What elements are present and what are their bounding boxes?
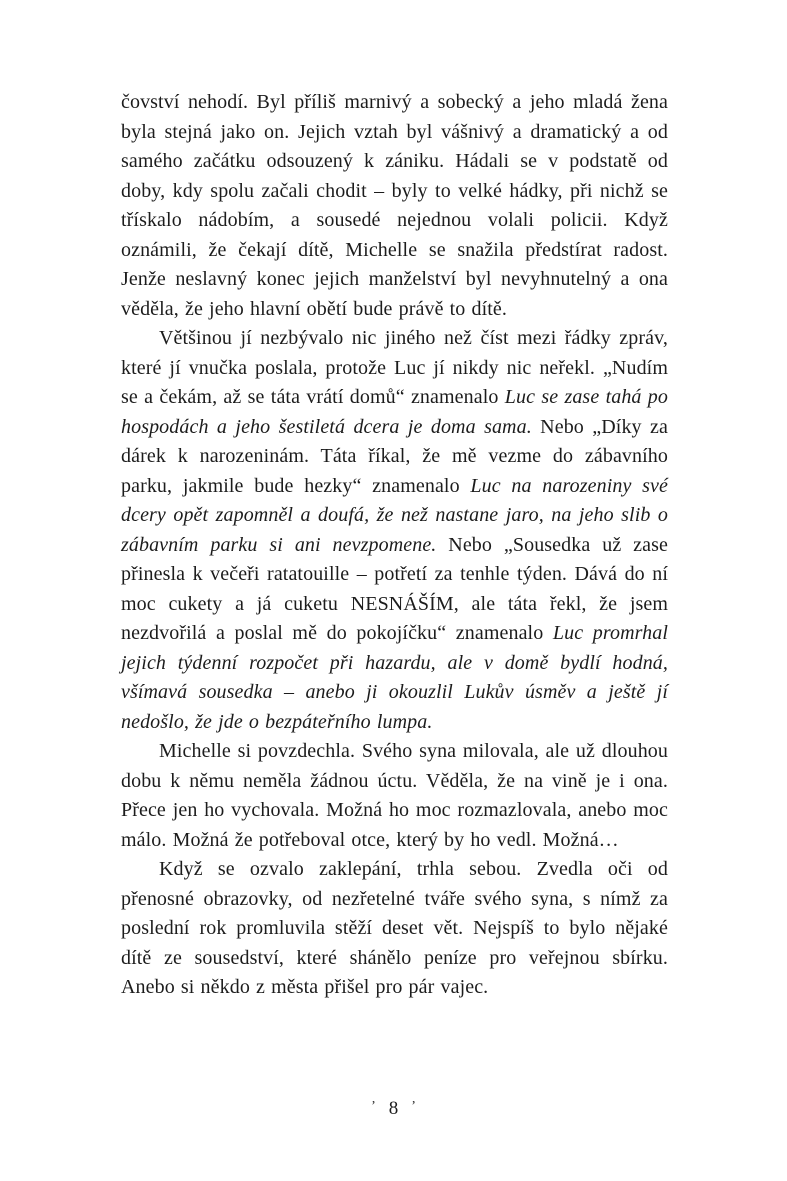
text-block [121,88,668,1003]
footer-ornament-left-icon: ’ [371,1099,376,1114]
paragraph [121,855,668,1003]
text-run-italic: Luc na narozeniny své dcery opět zapomněl a doufá, že než nastane jaro, na jeho slib o zábavním parku si ani nevzpomene. [121,474,668,556]
text-run: Když se ozvalo zaklepání, trhla sebou. Zvedla oči od přenosné obrazovky, od nezřetelné tváře svého syna, s nímž za poslední rok promluvila stěží deset vět. Nejspíš to bylo nějaké dítě ze sousedství, které shánělo peníze pro veřejnou sbírku. Anebo si někdo z města přišel pro pár vajec. [121,858,668,998]
text-run: Nebo „Sousedka už zase přinesla k večeři ratatouille – potřetí za tenhle týden. Dává do ní moc cukety a já cuketu NESNÁŠÍM, ale táta řekl, že jsem nezdvořilá a poslal mě do pokojíčku“ znamenalo [121,533,668,644]
text-run: Většinou jí nezbývalo nic jiného než číst mezi řádky zpráv, které jí vnučka poslala, protože Luc jí nikdy nic neřekl. „Nudím se a čekám, až se táta vrátí domů“ znamenalo [121,327,668,408]
page-footer [0,1098,787,1120]
text-run-italic: Luc promrhal jejich týdenní rozpočet při hazardu, ale v domě bydlí hodná, všímavá sousedka – anebo ji okouzlil Lukův úsměv a ještě jí nedošlo, že jde o bezpáteřního lumpa. [121,622,668,733]
footer-ornament-right-icon: ’ [411,1099,416,1114]
text-run: Michelle si povzdechla. Svého syna milovala, ale už dlouhou dobu k němu neměla žádnou úctu. Věděla, že na vině je i ona. Přece jen ho vychovala. Možná ho moc rozmazlovala, anebo moc málo. Možná že potřeboval otce, který by ho vedl. Možná… [121,740,668,851]
page-number: 8 [388,1098,399,1119]
text-run-italic: Luc se zase tahá po hospodách a jeho šestiletá dcera je doma sama. [121,386,668,438]
text-run: Nebo „Díky za dárek k narozeninám. Táta říkal, že mě vezme do zábavního parku, jakmile bude hezky“ znamenalo [121,415,668,497]
text-run: čovství nehodí. Byl příliš marnivý a sobecký a jeho mladá žena byla stejná jako on. Jejich vztah byl vášnivý a dramatický a od samého začátku odsouzený k zániku. Hádali se v podstatě od doby, kdy spolu začali chodit – byly to velké hádky, při nichž se třískalo nádobím, a sousedé nejednou volali policii. Když oznámili, že čekají dítě, Michelle se snažila předstírat radost. Jenže neslavný konec jejich manželství byl nevyhnutelný a ona věděla, že jeho hlavní obětí bude právě to dítě. [121,91,668,320]
paragraph [121,737,668,855]
paragraph [121,88,668,324]
paragraph [121,324,668,737]
